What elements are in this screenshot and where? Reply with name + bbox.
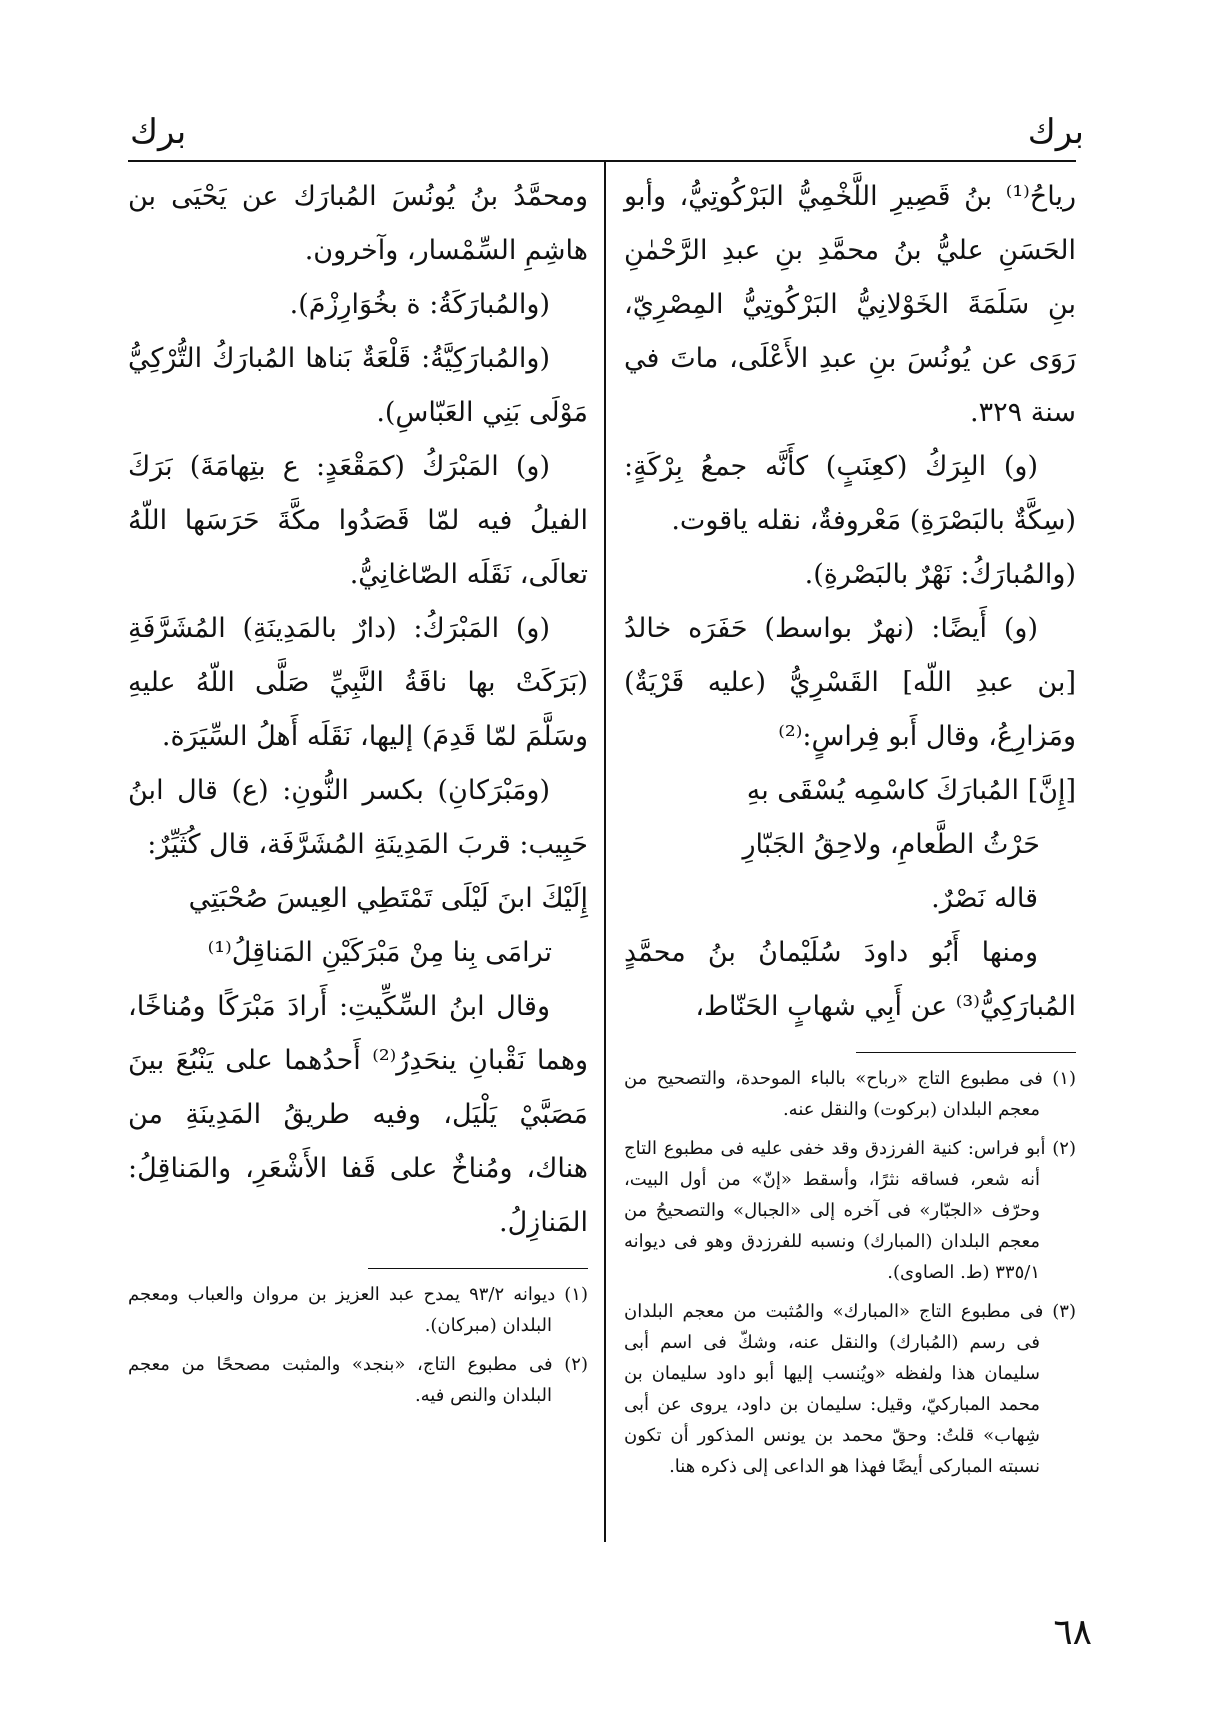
footnote-rule — [856, 1052, 1076, 1053]
entry-paragraph: (و) المَبْرَكُ (كمَقْعَدٍ: ع بتِهامَةَ) بَرَكَ الفيلُ فيه لمّا قَصَدُوا مكَّةَ حَرَسَها اللّهُ تعالَى، نَقَلَه الصّاغانِيُّ. — [128, 451, 588, 590]
entry-paragraph: (والمُبارَكِيَّةُ: قَلْعَةٌ بَناها المُبارَكُ التُّرْكِيُّ مَوْلَى بَنِي العَبّاسِ). — [128, 343, 588, 428]
footnote-rule — [368, 1268, 588, 1269]
running-header-left: برك — [130, 112, 187, 152]
footnote: (١) فى مطبوع التاج «رباح» بالباء الموحدة، والتصحيح من معجم البلدان (بركوت) والنقل عنه. — [624, 1068, 1076, 1120]
entry-paragraph: (و) المَبْرَكُ: (دارٌ بالمَدِينَةِ) المُشَرَّفَةِ (بَرَكَتْ بها ناقَةُ النَّبِيِّ صَلَّى اللّهُ عليهِ وسَلَّمَ لمّا قَدِمَ) إليها، نَقَلَه أَهلُ السِّيَرَة. — [128, 613, 588, 752]
entry-paragraph: رياحُ⁽¹⁾ بنُ قَصِيرِ اللَّخْمِيُّ البَرْكُوتِيُّ، وأبو الحَسَنِ عليُّ بنُ محمَّدِ بنِ عبدِ الرَّحْمٰنِ بنِ سَلَمَةَ الخَوْلانِيُّ البَرْكُوتِيُّ المِصْرِيّ، رَوَى عن يُونُسَ بنِ عبدِ الأَعْلَى، ماتَ في سنة ٣٢٩. — [624, 181, 1076, 428]
right-column — [624, 170, 1076, 1490]
entry-paragraph: قاله نَصْرٌ. — [931, 883, 1038, 914]
column-divider — [604, 162, 606, 1542]
verse-line: [إِنَّ] المُبارَكَ كاسْمِه يُسْقَى بهِ — [746, 775, 1076, 806]
running-header-right: برك — [1027, 112, 1084, 152]
entry-paragraph: (والمُبارَكَةُ: ة بخُوَارِزْمَ). — [289, 289, 550, 320]
entry-paragraph: (ومَبْرَكانِ) بكسر النُّونِ: (ع) قال ابنُ حَبِيب: قربَ المَدِينَةِ المُشَرَّفَة، قال كُثَيِّرٌ: — [128, 775, 588, 860]
left-column — [128, 170, 588, 1419]
entry-paragraph: ومنها أَبُو داودَ سُلَيْمانُ بنُ محمَّدٍ المُبارَكِيُّ⁽³⁾ عن أَبِي شهابٍ الحَنّاط، — [624, 937, 1076, 1022]
verse-line: إِلَيْكَ ابنَ لَيْلَى تَمْتَطِي العِيسَ صُحْبَتِي — [188, 883, 588, 914]
header-rule — [128, 160, 1076, 162]
footnote: (٢) أبو فراس: كنية الفرزدق وقد خفى عليه فى مطبوع التاج أنه شعر، فساقه نثرًا، وأسقط «إنّ» من أول البيت، وحرّف «الجبّار» فى آخره إلى «الجبال» والتصحيحُ من معجم البلدان (المبارك) ونسبه للفرزدق وهو فى ديوانه ٣٣٥/١ (ط. الصاوى). — [624, 1138, 1076, 1283]
entry-paragraph: (و) أَيضًا: (نهرٌ بواسط) حَفَرَه خالدُ [بن عبدِ اللّه] القَسْرِيُّ (عليه قَرْيَةٌ) ومَزارِعُ، وقال أَبو فِراسٍ:⁽²⁾ — [624, 613, 1076, 752]
entry-paragraph: وقال ابنُ السِّكِّيتِ: أَرادَ مَبْرَكًا ومُناخًا، وهما نَقْبانِ ينحَدِرُ⁽²⁾ أَحدُهما على يَنْبُعَ بينَ مَصَبَّيْ يَلْيَل، وفيه طريقُ المَدِينَةِ من هناك، ومُناخٌ على قَفا الأَشْعَرِ، والمَناقِلُ: المَنازِلُ. — [128, 991, 588, 1238]
footnote: (٣) فى مطبوع التاج «المبارك» والمُثبت من معجم البلدان فى رسم (المُبارك) والنقل عنه، وشكّ فى اسم أبى سليمان هذا ولفظه «ويُنسب إليها أبو داود سليمان بن محمد المباركيّ، وقيل: سليمان بن داود، يروى عن أبى شِهاب» قلتُ: وحقّ محمد بن يونس المذكور أن تكون نسبته المباركى أيضًا فهذا هو الداعى إلى ذكره هنا. — [624, 1301, 1076, 1477]
verse-line: ترامَى بِنا مِنْ مَبْرَكَيْنِ المَناقِلُ⁽¹⁾ — [207, 937, 552, 968]
entry-paragraph: (والمُبارَكُ: نَهْرٌ بالبَصْرةِ). — [804, 559, 1076, 590]
footnote: (١) ديوانه ٩٣/٢ يمدح عبد العزيز بن مروان والعباب ومعجم البلدان (مبركان). — [128, 1284, 588, 1336]
footnote: (٢) فى مطبوع التاج، «بنجد» والمثبت مصححًا من معجم البلدان والنص فيه. — [128, 1354, 588, 1406]
entry-paragraph: (و) البِرَكُ (كعِنَبٍ) كأَنَّه جمعُ بِرْكَةٍ: (سِكَّةٌ بالبَصْرَةِ) مَعْروفةٌ، نقله ياقوت. — [624, 451, 1076, 536]
page-number: ٦٨ — [1053, 1612, 1092, 1653]
entry-paragraph: ومحمَّدُ بنُ يُونُسَ المُبارَك عن يَحْيَى بن هاشِمِ السِّمْسار، وآخرون. — [128, 181, 588, 266]
verse-line: حَرْثُ الطَّعامِ، ولاحِقُ الجَبّارِ — [742, 829, 1040, 860]
